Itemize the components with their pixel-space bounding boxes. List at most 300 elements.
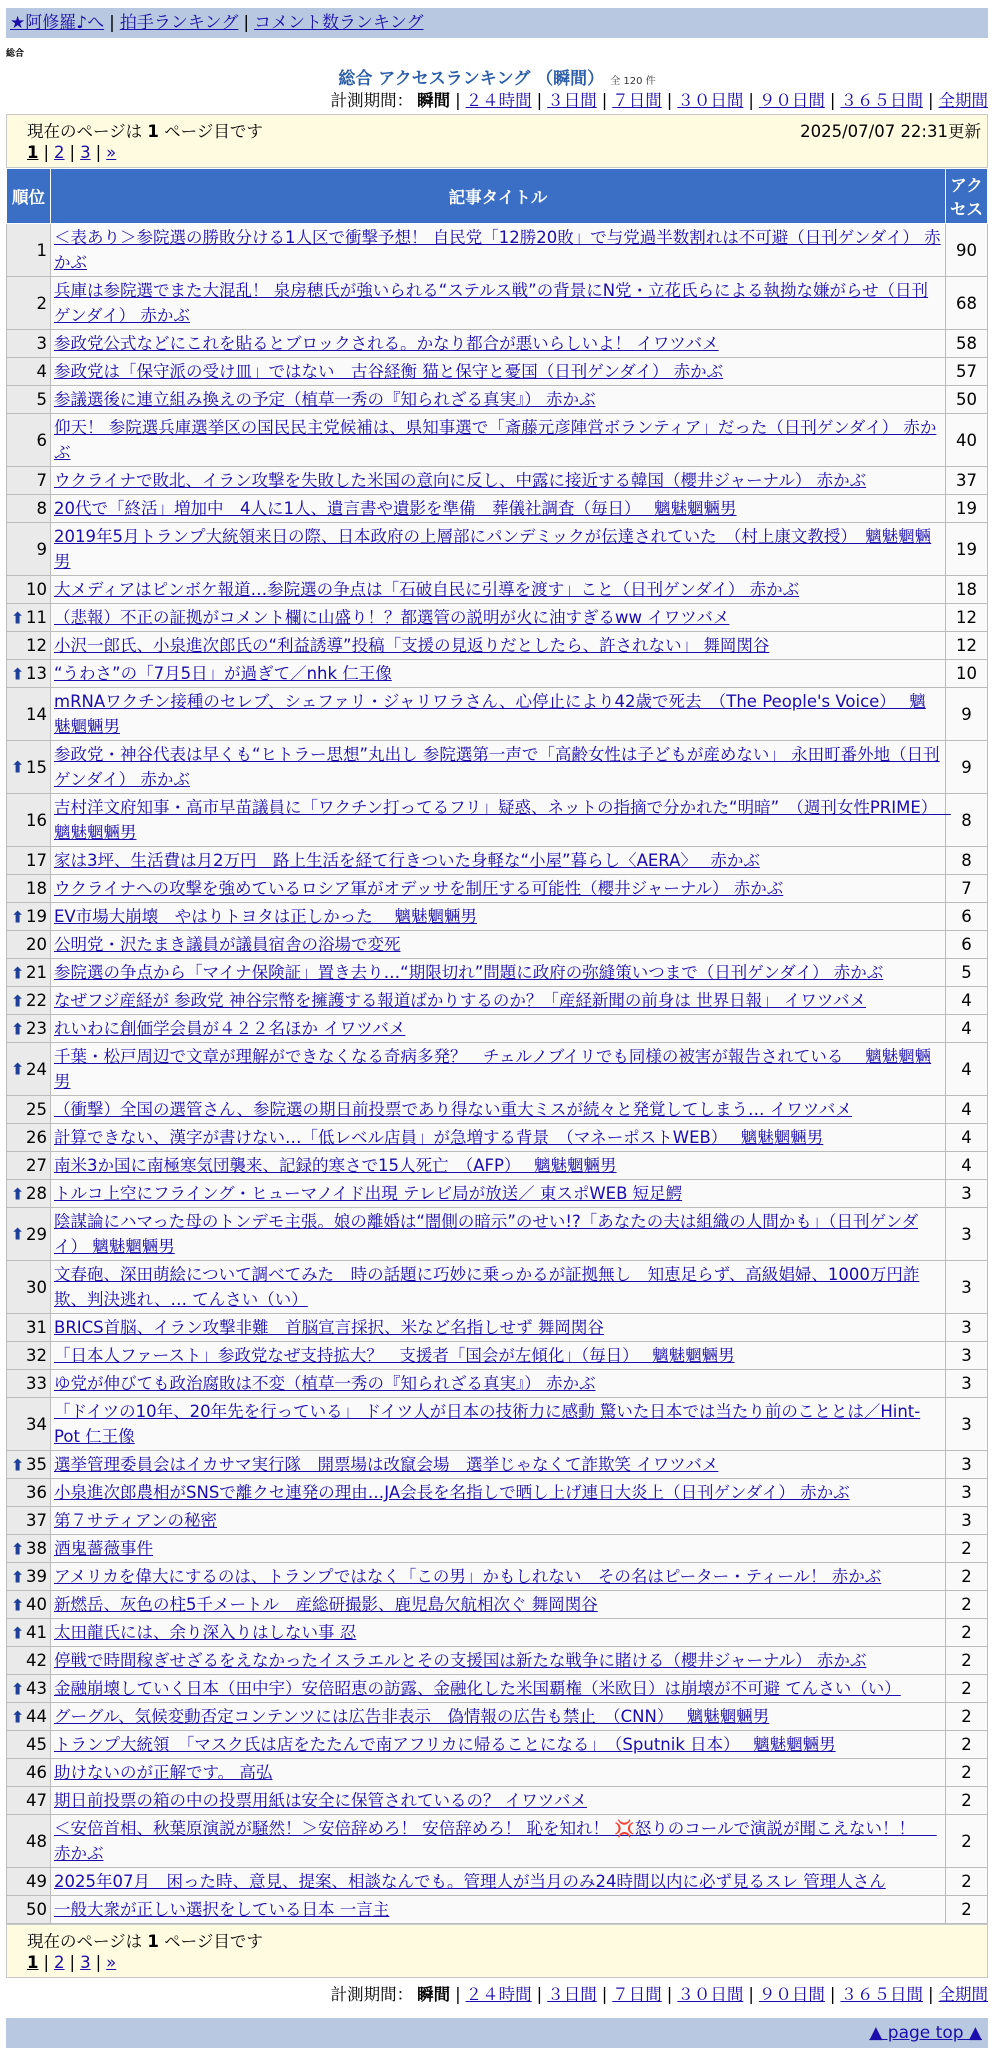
- rank-up-arrow-icon: ⬆: [11, 757, 25, 777]
- rank-number: 20: [26, 935, 47, 954]
- title-cell: [51, 959, 946, 987]
- article-link[interactable]: 期日前投票の箱の中の投票用紙は安全に保管されているの？ イワツバメ: [54, 1791, 587, 1810]
- ranking-table: [6, 168, 988, 1924]
- rank-number: 32: [26, 1346, 47, 1365]
- period-separator: |: [666, 91, 673, 110]
- table-row: [7, 987, 988, 1015]
- period-option-link[interactable]: ９０日間: [758, 1985, 825, 2004]
- table-row: [7, 1896, 988, 1924]
- title-cell: [51, 1731, 946, 1759]
- period-separator: |: [536, 91, 543, 110]
- article-link[interactable]: EV市場大崩壊 やはりトヨタは正しかった 魑魅魍魎男: [54, 907, 477, 926]
- ranking-body: [7, 224, 988, 1924]
- rank-cell: [7, 467, 51, 495]
- rank-number: 27: [26, 1156, 47, 1175]
- period-option-link[interactable]: ３６５日間: [840, 1985, 923, 2004]
- title-cell: [51, 1507, 946, 1535]
- pager-bottom: [6, 1924, 988, 1978]
- access-count: 68: [946, 277, 988, 330]
- access-count: 8: [946, 847, 988, 875]
- rank-number: 45: [26, 1735, 47, 1754]
- current-page-number: 1: [147, 1932, 159, 1951]
- period-separator: |: [748, 91, 754, 110]
- clap-ranking-link[interactable]: 拍手ランキング: [119, 13, 239, 33]
- title-cell: [51, 224, 946, 277]
- rank-cell: [7, 1619, 51, 1647]
- title-cell: [51, 604, 946, 632]
- article-link[interactable]: 計算できない、漢字が書けない…「低レベル店員」が急増する背景 （マネーポストWEB） 魑魅魍魎男: [54, 1128, 824, 1147]
- table-row: [7, 330, 988, 358]
- title-cell: [51, 1124, 946, 1152]
- page-links: [27, 1953, 116, 1972]
- col-rank-header: 順位: [7, 169, 51, 224]
- title-cell: [51, 1261, 946, 1314]
- access-count: 4: [946, 987, 988, 1015]
- rank-number: 38: [26, 1539, 47, 1558]
- article-link[interactable]: （衝撃）全国の選管さん、参院選の期日前投票であり得ない重大ミスが続々と発覚してしまう… イワツバメ: [54, 1100, 852, 1119]
- period-current: 瞬間: [417, 1985, 451, 2004]
- rank-cell: [7, 931, 51, 959]
- article-link[interactable]: mRNAワクチン接種のセレブ、シェファリ・ジャリワラさん、心停止により42歳で死去 （The People's Voice） 魑魅魍魎男: [54, 692, 926, 736]
- access-count: 3: [946, 1314, 988, 1342]
- period-separator: |: [601, 91, 608, 110]
- page-link[interactable]: 3: [80, 143, 91, 162]
- article-link[interactable]: トランプ大統領 「マスク氏は店をたたんで南アフリカに帰ることになる」 （Sputnik 日本） 魑魅魍魎男: [54, 1735, 836, 1754]
- rank-number: 4: [36, 362, 47, 381]
- table-row: [7, 875, 988, 903]
- table-row: [7, 495, 988, 523]
- table-row: [7, 1815, 988, 1868]
- rank-number: 3: [36, 334, 47, 353]
- rank-number: 44: [26, 1707, 47, 1726]
- table-row: [7, 1479, 988, 1507]
- rank-cell: [7, 632, 51, 660]
- access-count: 57: [946, 358, 988, 386]
- article-link[interactable]: 助けないのが正解です。 高弘: [54, 1763, 273, 1782]
- period-option-link[interactable]: ３日間: [547, 91, 597, 110]
- title-cell: [51, 277, 946, 330]
- period-option-link[interactable]: ３０日間: [677, 91, 744, 110]
- period-separator: |: [829, 91, 836, 110]
- rank-cell: [7, 495, 51, 523]
- rank-number: 26: [26, 1128, 47, 1147]
- title-cell: [51, 1180, 946, 1208]
- title-cell: [51, 847, 946, 875]
- title-cell: [51, 1675, 946, 1703]
- period-separator: |: [536, 1985, 543, 2004]
- table-row: [7, 1043, 988, 1096]
- article-link[interactable]: トルコ上空にフライング・ヒューマノイド出現 テレビ局が放送／ 東スポWEB 短足鰐: [54, 1184, 683, 1203]
- access-count: 9: [946, 741, 988, 794]
- title-cell: [51, 1208, 946, 1261]
- rank-cell: [7, 1535, 51, 1563]
- rank-cell: [7, 794, 51, 847]
- article-link[interactable]: なぜフジ産経が 参政党 神谷宗幣を擁護する報道ばかりするのか？「産経新聞の前身は 世界日報」 イワツバメ: [54, 991, 866, 1010]
- period-option-link[interactable]: ２４時間: [465, 1985, 532, 2004]
- article-link[interactable]: 仰天！ 参院選兵庫選挙区の国民民主党候補は、県知事選で「斎藤元彦陣営ボランティア」だった（日刊ゲンダイ） 赤かぶ: [54, 418, 937, 462]
- title-cell: [51, 330, 946, 358]
- table-row: [7, 741, 988, 794]
- page-link[interactable]: 2: [54, 1953, 65, 1972]
- rank-number: 21: [26, 963, 47, 982]
- period-separator: |: [601, 1985, 608, 2004]
- table-row: [7, 1180, 988, 1208]
- table-row: [7, 1096, 988, 1124]
- table-row: [7, 277, 988, 330]
- rank-number: 47: [26, 1791, 47, 1810]
- article-link[interactable]: 新燃岳、灰色の柱5千メートル 産総研撮影、鹿児島欠航相次ぐ 舞岡関谷: [54, 1595, 598, 1614]
- title-cell: [51, 1398, 946, 1451]
- table-row: [7, 1591, 988, 1619]
- rank-number: 25: [26, 1100, 47, 1119]
- period-option-link[interactable]: 全期間: [938, 1985, 988, 2004]
- table-row: [7, 1451, 988, 1479]
- article-link[interactable]: 選挙管理委員会はイカサマ実行隊 開票場は改竄会場 選挙じゃなくて詐欺笑 イワツバメ: [54, 1455, 719, 1474]
- article-link[interactable]: 参政党公式などにこれを貼るとブロックされる。かなり都合が悪いらしいよ！ イワツバメ: [54, 334, 719, 353]
- access-count: 58: [946, 330, 988, 358]
- title-cell: [51, 467, 946, 495]
- article-link[interactable]: 参政党・神谷代表は早くも“ヒトラー思想”丸出し 参院選第一声で「高齢女性は子どもが産めない」 永田町番外地（日刊ゲンダイ） 赤かぶ: [54, 745, 940, 789]
- access-count: 40: [946, 414, 988, 467]
- nav-separator: |: [243, 13, 250, 33]
- rank-cell: [7, 847, 51, 875]
- access-count: 2: [946, 1535, 988, 1563]
- rank-up-arrow-icon: ⬆: [11, 1184, 25, 1203]
- table-row: [7, 1342, 988, 1370]
- rank-up-arrow-icon: ⬆: [11, 1455, 25, 1474]
- article-link[interactable]: れいわに創価学会員が４２２名ほか イワツバメ: [54, 1019, 406, 1038]
- table-row: [7, 1208, 988, 1261]
- rank-number: 16: [26, 810, 47, 830]
- page-link[interactable]: 2: [54, 143, 65, 162]
- rank-cell: [7, 1759, 51, 1787]
- access-count: 50: [946, 386, 988, 414]
- rank-number: 14: [26, 704, 47, 724]
- period-current: 瞬間: [417, 91, 451, 110]
- access-count: 3: [946, 1180, 988, 1208]
- title-cell: [51, 1619, 946, 1647]
- article-link[interactable]: 「ドイツの10年、20年先を行っている」 ドイツ人が日本の技術力に感動 驚いた日本では当たり前のこととは／Hint-Pot 仁王像: [54, 1402, 921, 1446]
- period-option-link[interactable]: ２４時間: [465, 91, 532, 110]
- article-link[interactable]: ウクライナで敗北、イラン攻撃を失敗した米国の意向に反し、中露に接近する韓国（櫻井ジャーナル） 赤かぶ: [54, 471, 867, 490]
- title-cell: [51, 1479, 946, 1507]
- table-row: [7, 1731, 988, 1759]
- rank-up-arrow-icon: ⬆: [11, 963, 25, 982]
- page-separator: |: [69, 1953, 76, 1972]
- title-cell: [51, 1703, 946, 1731]
- article-link[interactable]: 千葉・松戸周辺で文章が理解ができなくなる奇病多発？ チェルノブイリでも同様の被害が報告されている 魑魅魍魎男: [54, 1047, 932, 1091]
- rank-cell: [7, 1208, 51, 1261]
- article-link[interactable]: 2019年5月トランプ大統領来日の際、日本政府の上層部にパンデミックが伝達されていた （村上康文教授） 魑魅魍魎男: [54, 527, 932, 571]
- access-count: 19: [946, 523, 988, 576]
- table-row: [7, 1619, 988, 1647]
- rank-cell: [7, 875, 51, 903]
- article-link[interactable]: ＜安倍首相、秋葉原演説が騒然！＞安倍辞めろ！ 安倍辞めろ！ 恥を知れ！ 💢怒りのコールで演説が聞こえない！！ 赤かぶ: [54, 1819, 937, 1863]
- title-cell: [51, 1563, 946, 1591]
- article-link[interactable]: 大メディアはピンボケ報道…参院選の争点は「石破自民に引導を渡す」こと（日刊ゲンダイ） 赤かぶ: [54, 580, 800, 599]
- rank-cell: [7, 1703, 51, 1731]
- article-link[interactable]: ゆ党が伸びても政治腐敗は不変（植草一秀の『知られざる真実』） 赤かぶ: [54, 1374, 596, 1393]
- rank-cell: [7, 1124, 51, 1152]
- access-count: 3: [946, 1398, 988, 1451]
- title-text: 総合 アクセスランキング （瞬間）: [338, 69, 605, 89]
- rank-cell: [7, 277, 51, 330]
- title-cell: [51, 1759, 946, 1787]
- article-link[interactable]: 参院選の争点から「マイナ保険証」置き去り…“期限切れ”問題に政府の弥縫策いつまで（日刊ゲンダイ） 赤かぶ: [54, 963, 884, 982]
- rank-number: 42: [26, 1651, 47, 1670]
- table-row: [7, 1261, 988, 1314]
- page: [6, 0, 988, 2048]
- article-link[interactable]: 20代で「終活」増加中 4人に1人、遺言書や遺影を準備 葬儀社調査（毎日） 魑魅魍魎男: [54, 499, 737, 518]
- rank-number: 9: [36, 539, 47, 559]
- home-link[interactable]: ★阿修羅♪へ: [10, 13, 105, 33]
- table-row: [7, 1535, 988, 1563]
- article-link[interactable]: 南米3か国に南極寒気団襲来、記録的寒さで15人死亡 （AFP） 魑魅魍魎男: [54, 1156, 617, 1175]
- access-count: 4: [946, 1124, 988, 1152]
- title-cell: [51, 1342, 946, 1370]
- title-cell: [51, 523, 946, 576]
- updated-timestamp: 2025/07/07 22:31更新: [800, 122, 981, 141]
- article-link[interactable]: 金融崩壊していく日本（田中宇）安倍昭恵の訪露、金融化した米国覇権（米欧日）は崩壊が不可避 てんさい（い）: [54, 1679, 901, 1698]
- rank-number: 36: [26, 1483, 47, 1502]
- rank-cell: [7, 1314, 51, 1342]
- rank-cell: [7, 1096, 51, 1124]
- page-info: 現在のページは 1 ページ目です: [27, 1932, 263, 1951]
- article-link[interactable]: 一般大衆が正しい選択をしている日本 一言主: [54, 1900, 390, 1919]
- access-count: 7: [946, 875, 988, 903]
- access-count: 2: [946, 1787, 988, 1815]
- period-separator: |: [927, 1985, 934, 2004]
- period-option-link[interactable]: ７日間: [612, 1985, 662, 2004]
- rank-up-arrow-icon: ⬆: [11, 608, 25, 627]
- article-link[interactable]: 第７サティアンの秘密: [54, 1511, 218, 1530]
- rank-number: 23: [26, 1019, 47, 1038]
- rank-number: 33: [26, 1374, 47, 1393]
- table-row: [7, 847, 988, 875]
- title-cell: [51, 1896, 946, 1924]
- article-link[interactable]: ウクライナへの攻撃を強めているロシア軍がオデッサを制圧する可能性（櫻井ジャーナル） 赤かぶ: [54, 879, 784, 898]
- rank-number: 46: [26, 1763, 47, 1782]
- rank-number: 37: [26, 1511, 47, 1530]
- rank-number: 7: [36, 471, 47, 490]
- comment-ranking-link[interactable]: コメント数ランキング: [254, 13, 424, 33]
- article-link[interactable]: 家は3坪、生活費は月2万円 路上生活を経て行きついた身軽な“小屋”暮らし〈AERA〉 赤かぶ: [54, 851, 760, 870]
- table-row: [7, 1563, 988, 1591]
- article-link[interactable]: 吉村洋文府知事・高市早苗議員に「ワクチン打ってるフリ」疑惑、ネットの指摘で分かれた“明暗” （週刊女性PRIME） 魑魅魍魎男: [54, 798, 951, 842]
- article-link[interactable]: 文春砲、深田萌絵について調べてみた 時の話題に巧妙に乗っかるが証拠無し 知恵足らず、高級娼婦、1000万円詐欺、判決逃れ、… てんさい（い）: [54, 1265, 920, 1309]
- article-link[interactable]: 陰謀論にハマった母のトンデモ主張。娘の離婚は“闇側の暗示”のせい!?「あなたの夫は組織の人間かも」（日刊ゲンダイ） 魑魅魍魎男: [54, 1212, 919, 1256]
- rank-up-arrow-icon: ⬆: [11, 1595, 25, 1614]
- rank-up-arrow-icon: ⬆: [11, 1707, 25, 1726]
- rank-number: 6: [36, 430, 47, 450]
- col-title-header: 記事タイトル: [51, 169, 946, 224]
- table-row: [7, 931, 988, 959]
- table-row: [7, 576, 988, 604]
- rank-number: 34: [26, 1414, 47, 1434]
- access-count: 18: [946, 576, 988, 604]
- article-link[interactable]: アメリカを偉大にするのは、トランプではなく「この男」かもしれない その名はピーター・ティール！ 赤かぶ: [54, 1567, 882, 1586]
- title-cell: [51, 1096, 946, 1124]
- rank-up-arrow-icon: ⬆: [11, 1679, 25, 1698]
- rank-number: 18: [26, 879, 47, 898]
- access-count: 9: [946, 688, 988, 741]
- rank-cell: [7, 224, 51, 277]
- rank-cell: [7, 959, 51, 987]
- article-link[interactable]: 公明党・沢たまき議員が議員宿舎の浴場で変死: [54, 935, 401, 954]
- rank-cell: [7, 660, 51, 688]
- access-count: 3: [946, 1507, 988, 1535]
- period-label: 計測期間：: [330, 91, 414, 110]
- table-row: [7, 1152, 988, 1180]
- access-count: 2: [946, 1563, 988, 1591]
- rank-up-arrow-icon: ⬆: [11, 1539, 25, 1558]
- table-row: [7, 1124, 988, 1152]
- title-cell: [51, 1535, 946, 1563]
- rank-number: 28: [26, 1184, 47, 1203]
- rank-cell: [7, 1152, 51, 1180]
- title-cell: [51, 576, 946, 604]
- table-row: [7, 1703, 988, 1731]
- access-count: 2: [946, 1619, 988, 1647]
- rank-number: 11: [26, 608, 47, 627]
- period-option-link[interactable]: ３０日間: [677, 1985, 744, 2004]
- article-link[interactable]: 酒鬼薔薇事件: [54, 1539, 153, 1558]
- page-top-link[interactable]: ▲ page top ▲: [869, 2023, 982, 2043]
- period-separator: |: [666, 1985, 673, 2004]
- title-cell: [51, 632, 946, 660]
- access-count: 2: [946, 1591, 988, 1619]
- article-link[interactable]: “うわさ”の「7月5日」が過ぎて／nhk 仁王像: [54, 664, 392, 683]
- title-cell: [51, 794, 951, 847]
- rank-cell: [7, 414, 51, 467]
- title-cell: [51, 875, 946, 903]
- table-row: [7, 1314, 988, 1342]
- rank-number: 10: [26, 580, 47, 599]
- access-count: 4: [946, 1096, 988, 1124]
- rank-number: 8: [36, 499, 47, 518]
- nav-separator: |: [109, 13, 115, 33]
- period-option-link[interactable]: ３日間: [547, 1985, 597, 2004]
- period-option-link[interactable]: ７日間: [612, 91, 662, 110]
- title-cell: [51, 931, 946, 959]
- period-label: 計測期間：: [330, 1985, 414, 2004]
- rank-number: 35: [26, 1455, 47, 1474]
- article-link[interactable]: BRICS首脳、イラン攻撃非難 首脳宣言採択、米など名指しせず 舞岡関谷: [54, 1318, 604, 1337]
- title-cell: [51, 660, 946, 688]
- rank-cell: [7, 1591, 51, 1619]
- category-label: 総合: [6, 49, 25, 59]
- title-cell: [51, 1815, 946, 1868]
- article-link[interactable]: 参政党は「保守派の受け皿」ではない 古谷経衡 猫と保守と憂国（日刊ゲンダイ） 赤かぶ: [54, 362, 724, 381]
- article-link[interactable]: ＜表あり＞参院選の勝敗分ける1人区で衝撃予想！ 自民党「12勝20敗」で与党過半数割れは不可避（日刊ゲンダイ） 赤かぶ: [54, 228, 941, 272]
- page-info: 現在のページは 1 ページ目です: [27, 122, 263, 141]
- rank-cell: [7, 1507, 51, 1535]
- period-separator: |: [829, 1985, 836, 2004]
- title-cell: [51, 1015, 946, 1043]
- article-link[interactable]: グーグル、気候変動否定コンテンツには広告非表示 偽情報の広告も禁止 （CNN） 魑魅魍魎男: [54, 1707, 770, 1726]
- table-row: [7, 467, 988, 495]
- next-page-link[interactable]: »: [106, 143, 117, 162]
- page-separator: |: [43, 1953, 50, 1972]
- rank-cell: [7, 1787, 51, 1815]
- article-link[interactable]: 小泉進次郎農相がSNSで離クセ連発の理由…JA会長を名指しで晒し上げ連日大炎上（日刊ゲンダイ） 赤かぶ: [54, 1483, 850, 1502]
- table-row: [7, 414, 988, 467]
- title-cell: [51, 741, 946, 794]
- access-count: 3: [946, 1342, 988, 1370]
- access-count: 4: [946, 1015, 988, 1043]
- rank-number: 24: [26, 1059, 47, 1079]
- article-link[interactable]: 参議選後に連立組み換えの予定（植草一秀の『知られざる真実』） 赤かぶ: [54, 390, 596, 409]
- next-page-link[interactable]: »: [106, 1953, 117, 1972]
- pager-top: [6, 114, 988, 168]
- rank-number: 49: [26, 1872, 47, 1891]
- page-title: [6, 64, 988, 89]
- rank-cell: [7, 1451, 51, 1479]
- article-link[interactable]: 停戦で時間稼ぎせざるをえなかったイスラエルとその支援国は新たな戦争に賭ける（櫻井ジャーナル） 赤かぶ: [54, 1651, 867, 1670]
- page-link[interactable]: 3: [80, 1953, 91, 1972]
- rank-number: 17: [26, 851, 47, 870]
- rank-cell: [7, 1398, 51, 1451]
- rank-up-arrow-icon: ⬆: [11, 991, 25, 1010]
- article-link[interactable]: 太田龍氏には、余り深入りはしない事 忍: [54, 1623, 357, 1642]
- page-separator: |: [69, 143, 76, 162]
- rank-number: 39: [26, 1567, 47, 1586]
- table-row: [7, 1507, 988, 1535]
- total-count: 全 120 件: [610, 76, 656, 87]
- article-link[interactable]: 兵庫は参院選でまた大混乱！ 泉房穂氏が強いられる“ステルス戦”の背景にN党・立花氏らによる執拗な嫌がらせ（日刊ゲンダイ） 赤かぶ: [54, 281, 929, 325]
- rank-number: 29: [26, 1224, 47, 1244]
- page-link-current: 1: [27, 1953, 39, 1972]
- article-link[interactable]: 2025年07月 困った時、意見、提案、相談なんでも。管理人が当月のみ24時間以内に必ず見るスレ 管理人さん: [54, 1872, 886, 1891]
- article-link[interactable]: 小沢一郎氏、小泉進次郎氏の“利益誘導”投稿「支援の見返りだとしたら、許されない」 舞岡関谷: [54, 636, 770, 655]
- period-option-link[interactable]: 全期間: [938, 91, 988, 110]
- table-header-row: [7, 169, 988, 224]
- access-count: 2: [946, 1896, 988, 1924]
- access-count: 2: [946, 1731, 988, 1759]
- rank-cell: [7, 1815, 51, 1868]
- rank-cell: [7, 576, 51, 604]
- table-row: [7, 794, 988, 847]
- rank-cell: [7, 358, 51, 386]
- rank-cell: [7, 1868, 51, 1896]
- title-cell: [51, 386, 946, 414]
- table-row: [7, 1398, 988, 1451]
- table-row: [7, 224, 988, 277]
- period-option-link[interactable]: ９０日間: [758, 91, 825, 110]
- rank-cell: [7, 1342, 51, 1370]
- access-count: 90: [946, 224, 988, 277]
- rank-number: 12: [26, 636, 47, 655]
- rank-number: 1: [36, 240, 47, 260]
- article-link[interactable]: 「日本人ファースト」参政党なぜ支持拡大？ 支援者「国会が左傾化」（毎日） 魑魅魍魎男: [54, 1346, 735, 1365]
- access-count: 6: [946, 931, 988, 959]
- rank-number: 48: [26, 1831, 47, 1851]
- access-count: 3: [946, 1261, 988, 1314]
- rank-number: 50: [26, 1900, 47, 1919]
- page-links: [27, 143, 116, 162]
- article-link[interactable]: （悲報）不正の証拠がコメント欄に山盛り！？都選管の説明が火に油すぎるww イワツバメ: [54, 608, 730, 627]
- rank-up-arrow-icon: ⬆: [11, 1623, 25, 1642]
- period-separator: |: [748, 1985, 754, 2004]
- access-count: 6: [946, 903, 988, 931]
- access-count: 2: [946, 1703, 988, 1731]
- period-option-link[interactable]: ３６５日間: [840, 91, 923, 110]
- rank-cell: [7, 523, 51, 576]
- rank-cell: [7, 1647, 51, 1675]
- table-row: [7, 358, 988, 386]
- rank-cell: [7, 688, 51, 741]
- period-selector-bottom: [6, 1982, 988, 2008]
